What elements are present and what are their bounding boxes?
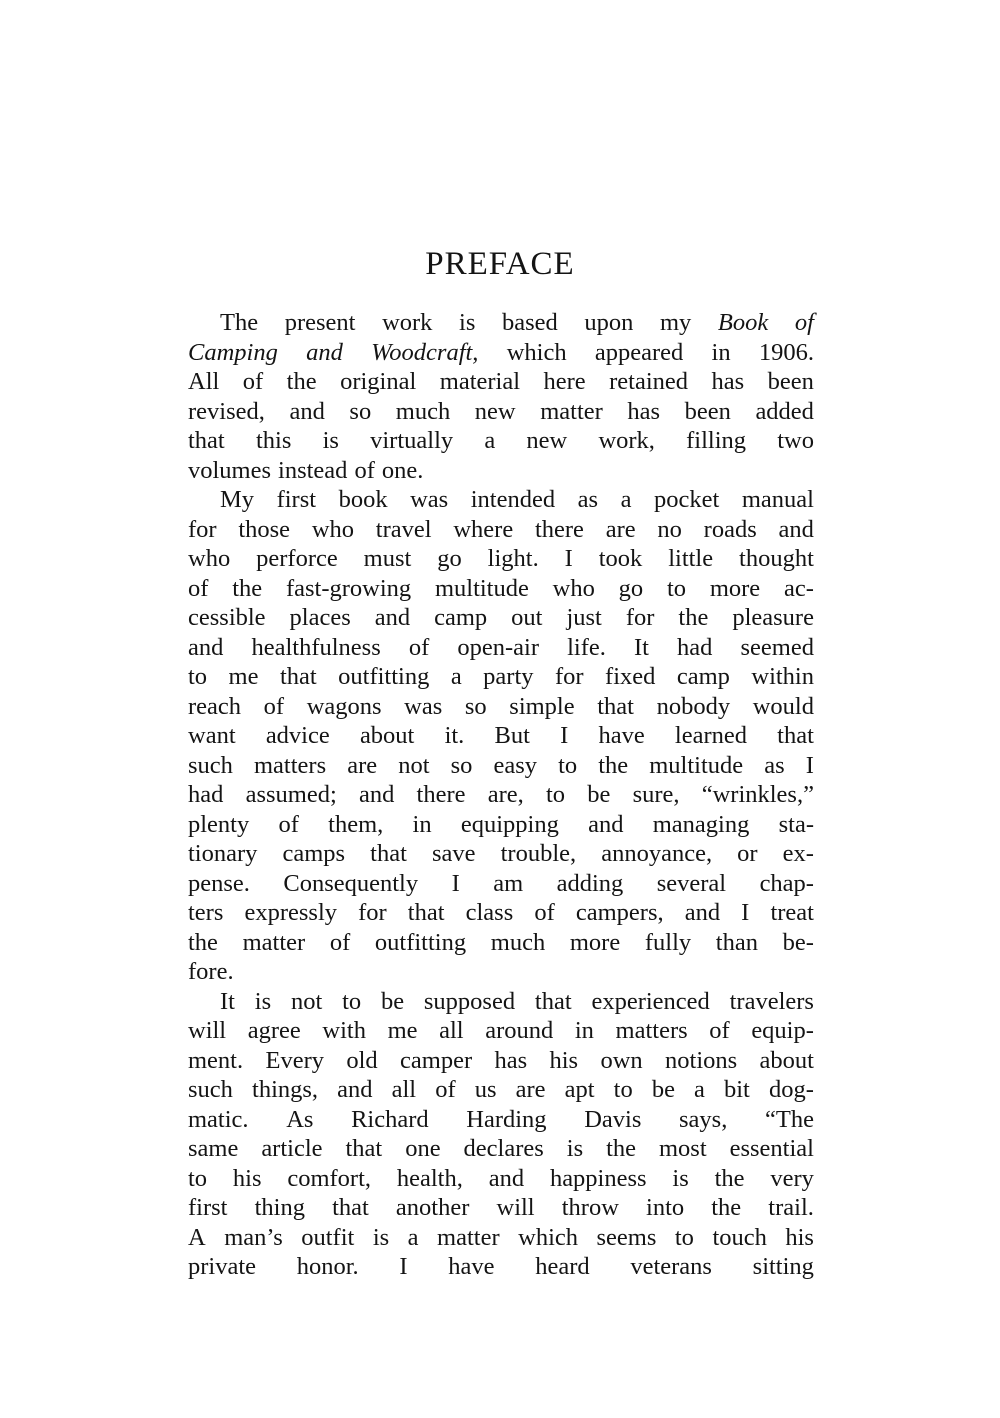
- text-line: who perforce must go light. I took little thought: [188, 545, 814, 572]
- paragraph: [188, 987, 814, 1282]
- text-line: fore.: [188, 958, 234, 985]
- text-line: that this is virtually a new work, filling two: [188, 427, 814, 454]
- page-title: PREFACE: [425, 246, 575, 282]
- text-line: to me that outfitting a party for fixed camp within: [188, 663, 814, 690]
- preface-body: [188, 308, 814, 1282]
- text-line: tionary camps that save trouble, annoyance, or ex-: [188, 840, 814, 867]
- text-line: reach of wagons was so simple that nobody would: [188, 692, 814, 720]
- text-line: want advice about it. But I have learned that: [188, 722, 814, 749]
- text-line: My first book was intended as a pocket manual: [220, 486, 814, 513]
- text-line: volumes instead of one.: [188, 456, 424, 484]
- text-line: ters expressly for that class of campers, and I treat: [188, 899, 814, 926]
- text-line: the matter of outfitting much more fully than be-: [188, 928, 814, 956]
- text-line: will agree with me all around in matters of equip-: [188, 1017, 814, 1044]
- text-line: ment. Every old camper has his own notions about: [188, 1046, 814, 1074]
- text-line: cessible places and camp out just for the pleasure: [188, 604, 814, 631]
- text-line: plenty of them, in equipping and managing sta-: [188, 810, 814, 838]
- text-line: of the fast-growing multitude who go to more ac-: [188, 574, 814, 602]
- text-line: had assumed; and there are, to be sure, “wrinkles,”: [188, 781, 814, 808]
- text-line: to his comfort, health, and happiness is the very: [188, 1164, 814, 1192]
- text-line: The present work is based upon my Book of: [220, 309, 814, 336]
- text-line: Camping and Woodcraft, which appeared in 1906.: [188, 338, 814, 366]
- text-line: private honor. I have heard veterans sitting: [188, 1253, 814, 1280]
- text-line: such things, and all of us are apt to be a bit dog-: [188, 1076, 814, 1103]
- text-line: matic. As Richard Harding Davis says, “The: [188, 1105, 814, 1133]
- text-line: for those who travel where there are no roads and: [188, 515, 814, 543]
- text-line: first thing that another will throw into the trail.: [188, 1194, 814, 1221]
- text-line: pense. Consequently I am adding several chap-: [188, 869, 814, 897]
- text-line: A man’s outfit is a matter which seems to touch his: [188, 1223, 814, 1251]
- paragraph: [188, 308, 814, 485]
- text-line: same article that one declares is the most essential: [188, 1135, 814, 1162]
- text-line: All of the original material here retained has been: [188, 368, 814, 395]
- text-line: such matters are not so easy to the multitude as I: [188, 751, 814, 779]
- text-line: It is not to be supposed that experienced travelers: [220, 987, 814, 1015]
- text-line: and healthfulness of open-air life. It had seemed: [188, 633, 814, 661]
- paragraph: [188, 485, 814, 987]
- text-line: revised, and so much new matter has been added: [188, 397, 814, 425]
